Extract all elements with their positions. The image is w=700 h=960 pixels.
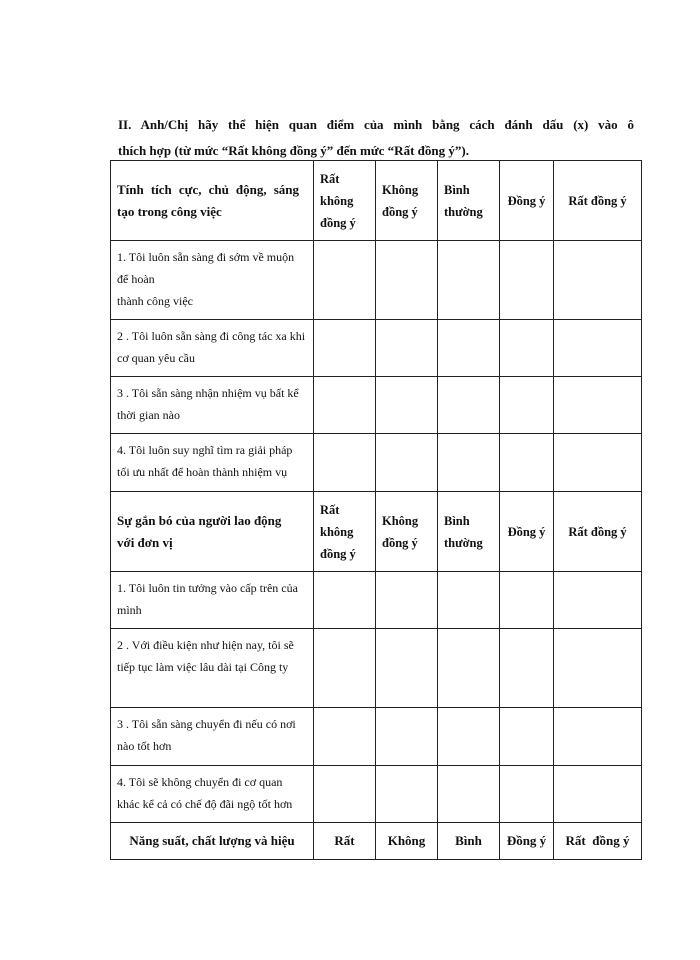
table-row [111, 766, 642, 823]
answer-cell[interactable] [376, 434, 438, 492]
table-row [111, 377, 642, 434]
answer-cell[interactable] [376, 766, 438, 823]
answer-cell[interactable] [500, 434, 554, 492]
table-row [111, 320, 642, 377]
statement: 2 . Tôi luôn sẵn sàng đi công tác xa khi cơ quan yêu cầu [111, 320, 314, 377]
section-header-row [111, 823, 642, 860]
answer-cell[interactable] [554, 766, 642, 823]
answer-cell[interactable] [376, 629, 438, 708]
answer-cell[interactable] [314, 434, 376, 492]
answer-cell[interactable] [314, 708, 376, 766]
answer-cell[interactable] [554, 708, 642, 766]
statement: 1. Tôi luôn tin tưởng vào cấp trên của mình [111, 572, 314, 629]
answer-cell[interactable] [438, 766, 500, 823]
answer-cell[interactable] [314, 241, 376, 320]
section-title: Năng suất, chất lượng và hiệu [111, 823, 314, 860]
answer-cell[interactable] [554, 320, 642, 377]
answer-cell[interactable] [500, 377, 554, 434]
section-header-row [111, 161, 642, 241]
answer-cell[interactable] [500, 320, 554, 377]
answer-cell[interactable] [438, 708, 500, 766]
statement: 1. Tôi luôn sẵn sàng đi sớm về muộn để hoàn thành công việc [111, 241, 314, 320]
option-strongly-agree: Rất đồng ý [554, 161, 642, 241]
section-title: Tính tích cực, chủ động, sáng tạo trong công việc [111, 161, 314, 241]
statement: 4. Tôi sẽ không chuyển đi cơ quan khác kể cả có chế độ đãi ngộ tốt hơn [111, 766, 314, 823]
option-agree: Đồng ý [500, 161, 554, 241]
answer-cell[interactable] [438, 320, 500, 377]
answer-cell[interactable] [500, 766, 554, 823]
option-neutral: Bình thường [438, 161, 500, 241]
statement: 4. Tôi luôn suy nghĩ tìm ra giải pháp tối ưu nhất để hoàn thành nhiệm vụ [111, 434, 314, 492]
option-disagree: Không [376, 823, 438, 860]
answer-cell[interactable] [554, 434, 642, 492]
option-disagree: Không đồng ý [376, 492, 438, 572]
answer-cell[interactable] [554, 377, 642, 434]
option-strongly-disagree: Rất không đồng ý [314, 161, 376, 241]
instruction-line-2: thích hợp (từ mức “Rất không đồng ý” đến mức “Rất đồng ý”). [118, 143, 469, 158]
answer-cell[interactable] [438, 572, 500, 629]
answer-cell[interactable] [500, 629, 554, 708]
table-row [111, 708, 642, 766]
answer-cell[interactable] [438, 377, 500, 434]
option-strongly-disagree: Rất [314, 823, 376, 860]
statement: 3 . Tôi sẵn sàng nhận nhiệm vụ bất kể thời gian nào [111, 377, 314, 434]
option-agree: Đồng ý [500, 823, 554, 860]
survey-table [110, 160, 642, 860]
answer-cell[interactable] [376, 377, 438, 434]
answer-cell[interactable] [376, 572, 438, 629]
option-neutral: Bình [438, 823, 500, 860]
answer-cell[interactable] [376, 241, 438, 320]
answer-cell[interactable] [314, 629, 376, 708]
statement: 2 . Với điều kiện như hiện nay, tôi sẽ tiếp tục làm việc lâu dài tại Công ty [111, 629, 314, 708]
answer-cell[interactable] [500, 708, 554, 766]
statement: 3 . Tôi sẵn sàng chuyển đi nếu có nơi nào tốt hơn [111, 708, 314, 766]
answer-cell[interactable] [438, 434, 500, 492]
answer-cell[interactable] [314, 377, 376, 434]
answer-cell[interactable] [554, 241, 642, 320]
option-strongly-agree: Rất đồng ý [554, 492, 642, 572]
option-strongly-agree: Rất đồng ý [554, 823, 642, 860]
table-row [111, 241, 642, 320]
section-header-row [111, 492, 642, 572]
instruction-line-1: II. Anh/Chị hãy thể hiện quan điểm của mình bằng cách đánh dấu (x) vào ô [118, 117, 634, 132]
section-title: Sự gắn bó của người lao động với đơn vị [111, 492, 314, 572]
option-neutral: Bình thường [438, 492, 500, 572]
option-agree: Đồng ý [500, 492, 554, 572]
answer-cell[interactable] [438, 241, 500, 320]
answer-cell[interactable] [554, 629, 642, 708]
answer-cell[interactable] [314, 572, 376, 629]
answer-cell[interactable] [500, 241, 554, 320]
table-row [111, 434, 642, 492]
answer-cell[interactable] [376, 708, 438, 766]
option-strongly-disagree: Rất không đồng ý [314, 492, 376, 572]
answer-cell[interactable] [376, 320, 438, 377]
answer-cell[interactable] [554, 572, 642, 629]
answer-cell[interactable] [314, 766, 376, 823]
instruction-text [118, 112, 634, 164]
answer-cell[interactable] [500, 572, 554, 629]
table-row [111, 572, 642, 629]
table-row [111, 629, 642, 708]
answer-cell[interactable] [314, 320, 376, 377]
option-disagree: Không đồng ý [376, 161, 438, 241]
answer-cell[interactable] [438, 629, 500, 708]
